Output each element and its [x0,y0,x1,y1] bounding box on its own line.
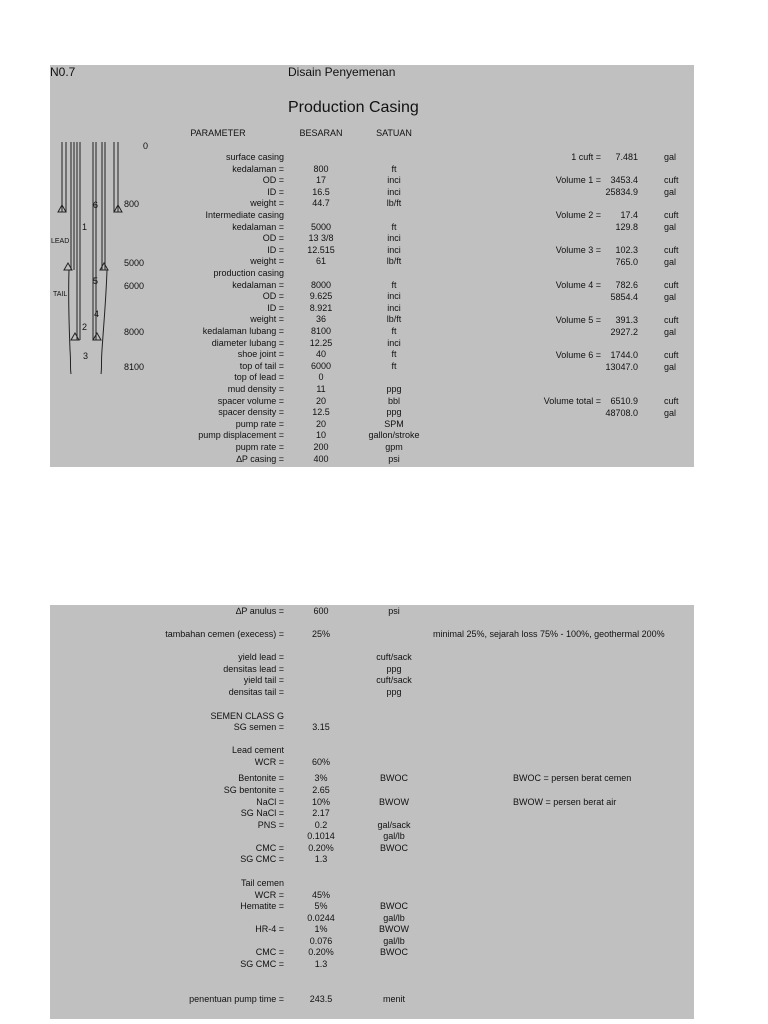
param-label: weight = [250,198,284,209]
param-unit: inci [387,244,401,255]
cement-label: yield tail = [243,675,284,685]
cement-label: SG NaCl = [240,808,284,818]
cement-label: PNS = [257,820,284,830]
param-value: 61 [315,256,326,267]
cement-note: minimal 25%, sejarah loss 75% - 100%, geothermal 200% [433,629,665,639]
cement-label: penentuan pump time = [189,994,284,1004]
param-value: 6000 [310,360,332,371]
param-value: 40 [315,349,326,360]
volume-unit: gal [664,152,677,162]
cement-value: 0.076 [309,936,333,946]
param-value: 12.5 [312,407,330,418]
param-label: pupm rate = [235,442,284,452]
cement-unit: ppg [386,687,402,697]
volume-value: 7.481 [615,152,638,162]
volume-unit-gal: gal [664,256,677,267]
depth-label-8100: 8100 [124,362,145,372]
param-label: kedalaman = [232,221,284,232]
volume-value: 782.6 [615,280,638,290]
volume-unit: cuft [664,396,679,406]
param-value: 11 [316,384,326,394]
param-label: weight = [250,314,284,325]
volume-value-gal: 25834.9 [605,186,638,197]
param-label: spacer density = [218,407,284,418]
cement-value: 600 [313,606,329,616]
volume-unit: cuft [664,350,679,360]
cement-value: 0.0244 [307,913,335,923]
volume-unit-gal: gal [664,326,677,337]
cement-value: 60% [311,757,330,767]
annulus-number-1: 1 [82,222,88,232]
param-label: OD = [262,175,284,186]
page-title: Production Casing [288,99,419,116]
cement-label: yield lead = [238,652,284,662]
param-unit: ft [391,163,397,174]
cement-value: 1.3 [314,959,328,969]
cement-value: 45% [311,890,330,900]
param-unit: ft [391,279,397,290]
cement-value: 3% [314,773,328,783]
cement-value: 10% [311,797,330,807]
volume-value: 1744.0 [610,350,638,360]
depth-label-800: 800 [124,199,140,209]
cement-value: 1.3 [314,854,328,864]
cement-value: 0.2 [314,820,328,830]
param-value: 20 [315,418,326,429]
cement-label: SEMEN CLASS G [210,711,284,721]
cement-label: Bentonite = [238,773,284,783]
cement-value: 0.20% [308,947,334,957]
param-label: ID = [267,244,284,255]
volume-unit-gal: gal [664,361,677,372]
cement-label: Hematite = [240,901,284,911]
param-label: Intermediate casing [205,210,284,220]
shoe-intermediate-right [100,263,108,270]
param-value: 12.515 [307,244,335,255]
column-header-satuan: SATUAN [376,128,412,138]
volume-value-gal: 2927.2 [610,326,638,337]
annulus-number-2: 2 [82,322,88,332]
param-unit: lb/ft [386,314,402,325]
cement-value: 243.5 [309,994,333,1004]
param-label: production casing [213,268,284,278]
param-unit: inci [387,186,401,197]
volume-value: 17.4 [620,210,638,220]
annulus-number-4: 4 [94,309,100,319]
param-value: 800 [313,163,329,174]
cement-label: CMC = [255,947,284,957]
param-label: spacer volume = [217,395,284,406]
volume-value: 102.3 [615,245,638,255]
shoe-production-left [71,333,79,340]
volume-value-gal: 765.0 [615,256,638,267]
param-label: OD = [262,233,284,244]
cement-label: CMC = [255,843,284,853]
open-hole-left-wall [69,270,71,374]
cement-unit: gal/lb [383,831,405,841]
cement-value: 2.65 [312,785,330,795]
cement-label: SG CMC = [240,959,284,969]
cement-value: 5% [314,901,328,911]
param-value: 400 [313,453,329,464]
param-unit: psi [388,453,400,464]
depth-label-8000: 8000 [124,327,145,337]
volume-label: Volume 5 = [555,315,601,325]
volume-unit: cuft [664,175,679,185]
cement-value: 1% [314,924,328,934]
cement-label: HR-4 = [255,924,284,934]
param-unit: SPM [384,418,404,429]
cement-value: 2.17 [312,808,330,818]
column-header-besaran: BESARAN [299,128,343,138]
cement-value: 0.20% [308,843,334,853]
param-unit: gallon/stroke [368,430,420,441]
volume-label: Volume total = [543,396,601,406]
shoe-production-right [93,333,101,340]
cement-unit: BWOC [380,843,408,853]
open-hole-right-wall [101,270,107,374]
param-value: 8000 [310,279,332,290]
cement-value: 25% [311,629,330,639]
cement-label: WCR = [254,757,284,767]
tail-label: TAIL [53,291,68,298]
param-unit: lb/ft [386,256,402,267]
param-value: 200 [313,442,329,452]
param-unit: inci [387,175,401,186]
param-value: 9.625 [309,291,333,302]
volume-label: Volume 3 = [555,245,601,255]
volume-value: 391.3 [615,315,638,325]
volume-label: 1 cuft = [571,152,601,162]
param-label: pump rate = [235,418,284,429]
cement-label: SG CMC = [240,854,284,864]
volume-label: Volume 6 = [555,350,601,360]
volume-unit-gal: gal [664,221,677,232]
volume-label: Volume 4 = [555,280,601,290]
param-unit: bbl [387,395,400,406]
volume-unit: cuft [664,245,679,255]
param-label: ID = [267,186,284,197]
param-value: 36 [315,314,326,325]
param-label: ID = [267,302,284,313]
cement-unit: menit [382,994,405,1004]
sheet-number: N0.7 [50,65,76,79]
param-label: top of tail = [239,360,284,371]
volume-unit: cuft [664,280,679,290]
cement-unit: ppg [386,664,402,674]
lead-label: LEAD [51,238,70,245]
param-label: pump displacement = [198,430,284,441]
cement-unit: gal/lb [383,913,405,923]
param-unit: inci [387,337,401,348]
param-label: diameter lubang = [211,337,284,348]
cement-unit: BWOC [380,773,408,783]
depth-label-0: 0 [143,141,149,151]
cement-unit: cuft/sack [376,652,412,662]
param-label: kedalaman = [232,279,284,290]
cement-unit: BWOW [379,797,409,807]
cement-unit: gal/sack [377,820,411,830]
depth-label-5000: 5000 [124,258,145,268]
cement-label: SG semen = [233,722,284,732]
param-value: 20 [315,395,326,406]
cement-unit: BWOW [379,924,409,934]
annulus-number-3: 3 [83,351,89,361]
param-unit: ft [391,349,397,360]
param-unit: ft [391,360,397,371]
cement-value: 3.15 [312,722,330,732]
param-unit: ft [391,221,397,232]
param-unit: ft [391,326,397,336]
cement-label: Tail cemen [240,878,284,888]
param-value: 8100 [310,326,332,336]
cement-label: SG bentonite = [223,785,284,795]
param-label: ∆P casing = [236,453,284,464]
param-value: 5000 [310,221,332,232]
cement-label: Lead cement [231,745,284,755]
volume-label: Volume 2 = [555,210,601,220]
volume-value-gal: 5854.4 [610,291,638,302]
param-label: shoe joint = [237,349,284,360]
param-label: mud density = [227,384,284,394]
param-label: top of lead = [234,372,284,383]
cement-unit: BWOC [380,901,408,911]
param-value: 13 3/8 [308,233,334,244]
column-header-parameter: PARAMETER [190,128,246,138]
param-label: kedalaman = [232,163,284,174]
cement-unit: gal/lb [383,936,405,946]
volume-unit: cuft [664,315,679,325]
volume-unit-gal: gal [664,291,677,302]
param-unit: inci [387,302,401,313]
volume-value: 3453.4 [610,175,638,185]
param-unit: gpm [385,442,403,452]
cement-unit: cuft/sack [376,675,412,685]
volume-value: 6510.9 [610,396,638,406]
cement-label: densitas tail = [228,687,284,697]
param-label: OD = [262,291,284,302]
cement-value: 0.1014 [307,831,335,841]
cement-unit: BWOC [380,947,408,957]
param-value: 17 [315,175,326,186]
volume-value-gal: 48708.0 [605,407,638,418]
param-value: 8.921 [309,302,333,313]
cement-note: BWOW = persen berat air [513,797,617,807]
volume-value-gal: 13047.0 [605,361,638,372]
cement-label: WCR = [254,890,284,900]
param-value: 0 [318,372,324,383]
param-unit: inci [387,291,401,302]
param-value: 10 [315,430,326,441]
param-unit: lb/ft [386,198,402,209]
volume-unit-gal: gal [664,407,677,418]
cement-label: NaCl = [256,797,284,807]
sheet-subtitle: Disain Penyemenan [288,65,396,79]
cement-note: BWOC = persen berat cemen [513,773,632,783]
param-unit: ppg [386,384,402,394]
volume-value-gal: 129.8 [615,221,638,232]
param-unit: inci [387,233,401,244]
cement-unit: psi [388,606,400,616]
annulus-number-6: 6 [93,200,99,210]
cement-label: densitas lead = [223,664,284,674]
param-value: 16.5 [312,186,330,197]
param-label: surface casing [225,152,284,162]
cement-label: tambahan cemen (execess) = [165,629,284,639]
param-unit: ppg [386,407,402,418]
volume-unit: cuft [664,210,679,220]
volume-label: Volume 1 = [555,175,601,185]
param-label: weight = [250,256,284,267]
volume-unit-gal: gal [664,186,677,197]
param-value: 44.7 [312,198,330,209]
cement-label: ∆P anulus = [235,606,284,616]
depth-label-6000: 6000 [124,281,145,291]
param-label: kedalaman lubang = [202,326,284,336]
annulus-number-5: 5 [93,276,99,286]
param-value: 12.25 [309,337,333,348]
